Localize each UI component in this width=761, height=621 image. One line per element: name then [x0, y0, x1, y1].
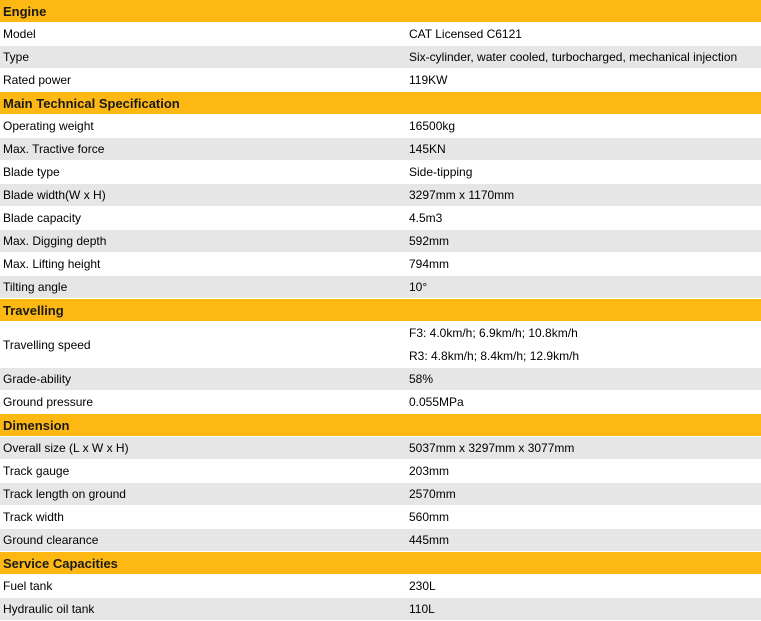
spec-value: 4.5m3	[406, 207, 761, 230]
spec-label: Grade-ability	[0, 368, 406, 391]
spec-label: Track width	[0, 506, 406, 529]
spec-value: CAT Licensed C6121	[406, 23, 761, 46]
table-row	[0, 46, 761, 69]
section-title: Engine	[0, 0, 761, 23]
table-row	[0, 529, 761, 552]
spec-label: Track gauge	[0, 460, 406, 483]
spec-value: 145KN	[406, 138, 761, 161]
spec-value: Side-tipping	[406, 161, 761, 184]
table-row	[0, 138, 761, 161]
table-row	[0, 575, 761, 598]
section-title: Service Capacities	[0, 552, 761, 575]
spec-label: Track length on ground	[0, 483, 406, 506]
spec-label: Model	[0, 23, 406, 46]
table-row	[0, 437, 761, 460]
spec-label: Tilting angle	[0, 276, 406, 299]
table-row	[0, 322, 761, 345]
spec-label: Blade capacity	[0, 207, 406, 230]
section-header-main-technical-specification	[0, 92, 761, 115]
section-header-travelling	[0, 299, 761, 322]
spec-label: Travelling speed	[0, 322, 406, 368]
spec-value: 230L	[406, 575, 761, 598]
section-header-dimension	[0, 414, 761, 437]
spec-value: 58%	[406, 368, 761, 391]
section-title: Main Technical Specification	[0, 92, 761, 115]
spec-value: 16500kg	[406, 115, 761, 138]
spec-label: Max. Tractive force	[0, 138, 406, 161]
section-header-service-capacities	[0, 552, 761, 575]
table-row	[0, 23, 761, 46]
section-title: Dimension	[0, 414, 761, 437]
spec-value: 592mm	[406, 230, 761, 253]
spec-value: 110L	[406, 598, 761, 621]
spec-value: 2570mm	[406, 483, 761, 506]
spec-value: 119KW	[406, 69, 761, 92]
spec-label: Rated power	[0, 69, 406, 92]
spec-value: 560mm	[406, 506, 761, 529]
table-row	[0, 253, 761, 276]
spec-label: Type	[0, 46, 406, 69]
table-row	[0, 391, 761, 414]
section-header-engine	[0, 0, 761, 23]
spec-label: Ground clearance	[0, 529, 406, 552]
table-row	[0, 483, 761, 506]
section-title: Travelling	[0, 299, 761, 322]
table-row	[0, 230, 761, 253]
table-row	[0, 184, 761, 207]
spec-value: 0.055MPa	[406, 391, 761, 414]
spec-label: Max. Digging depth	[0, 230, 406, 253]
table-row	[0, 506, 761, 529]
spec-value: 3297mm x 1170mm	[406, 184, 761, 207]
spec-value: 794mm	[406, 253, 761, 276]
table-row	[0, 368, 761, 391]
spec-label: Overall size (L x W x H)	[0, 437, 406, 460]
spec-label: Blade type	[0, 161, 406, 184]
spec-label: Max. Lifting height	[0, 253, 406, 276]
spec-value: R3: 4.8km/h; 8.4km/h; 12.9km/h	[406, 345, 761, 368]
spec-value: 5037mm x 3297mm x 3077mm	[406, 437, 761, 460]
table-row	[0, 161, 761, 184]
spec-value: Six-cylinder, water cooled, turbocharged, mechanical injection	[406, 46, 761, 69]
table-row	[0, 276, 761, 299]
spec-value: F3: 4.0km/h; 6.9km/h; 10.8km/h	[406, 322, 761, 345]
spec-label: Operating weight	[0, 115, 406, 138]
spec-label: Hydraulic oil tank	[0, 598, 406, 621]
table-row	[0, 598, 761, 621]
table-row	[0, 460, 761, 483]
table-row	[0, 207, 761, 230]
spec-label: Blade width(W x H)	[0, 184, 406, 207]
spec-value: 10°	[406, 276, 761, 299]
table-row	[0, 115, 761, 138]
table-row	[0, 69, 761, 92]
spec-value: 203mm	[406, 460, 761, 483]
spec-value: 445mm	[406, 529, 761, 552]
spec-label: Ground pressure	[0, 391, 406, 414]
spec-label: Fuel tank	[0, 575, 406, 598]
